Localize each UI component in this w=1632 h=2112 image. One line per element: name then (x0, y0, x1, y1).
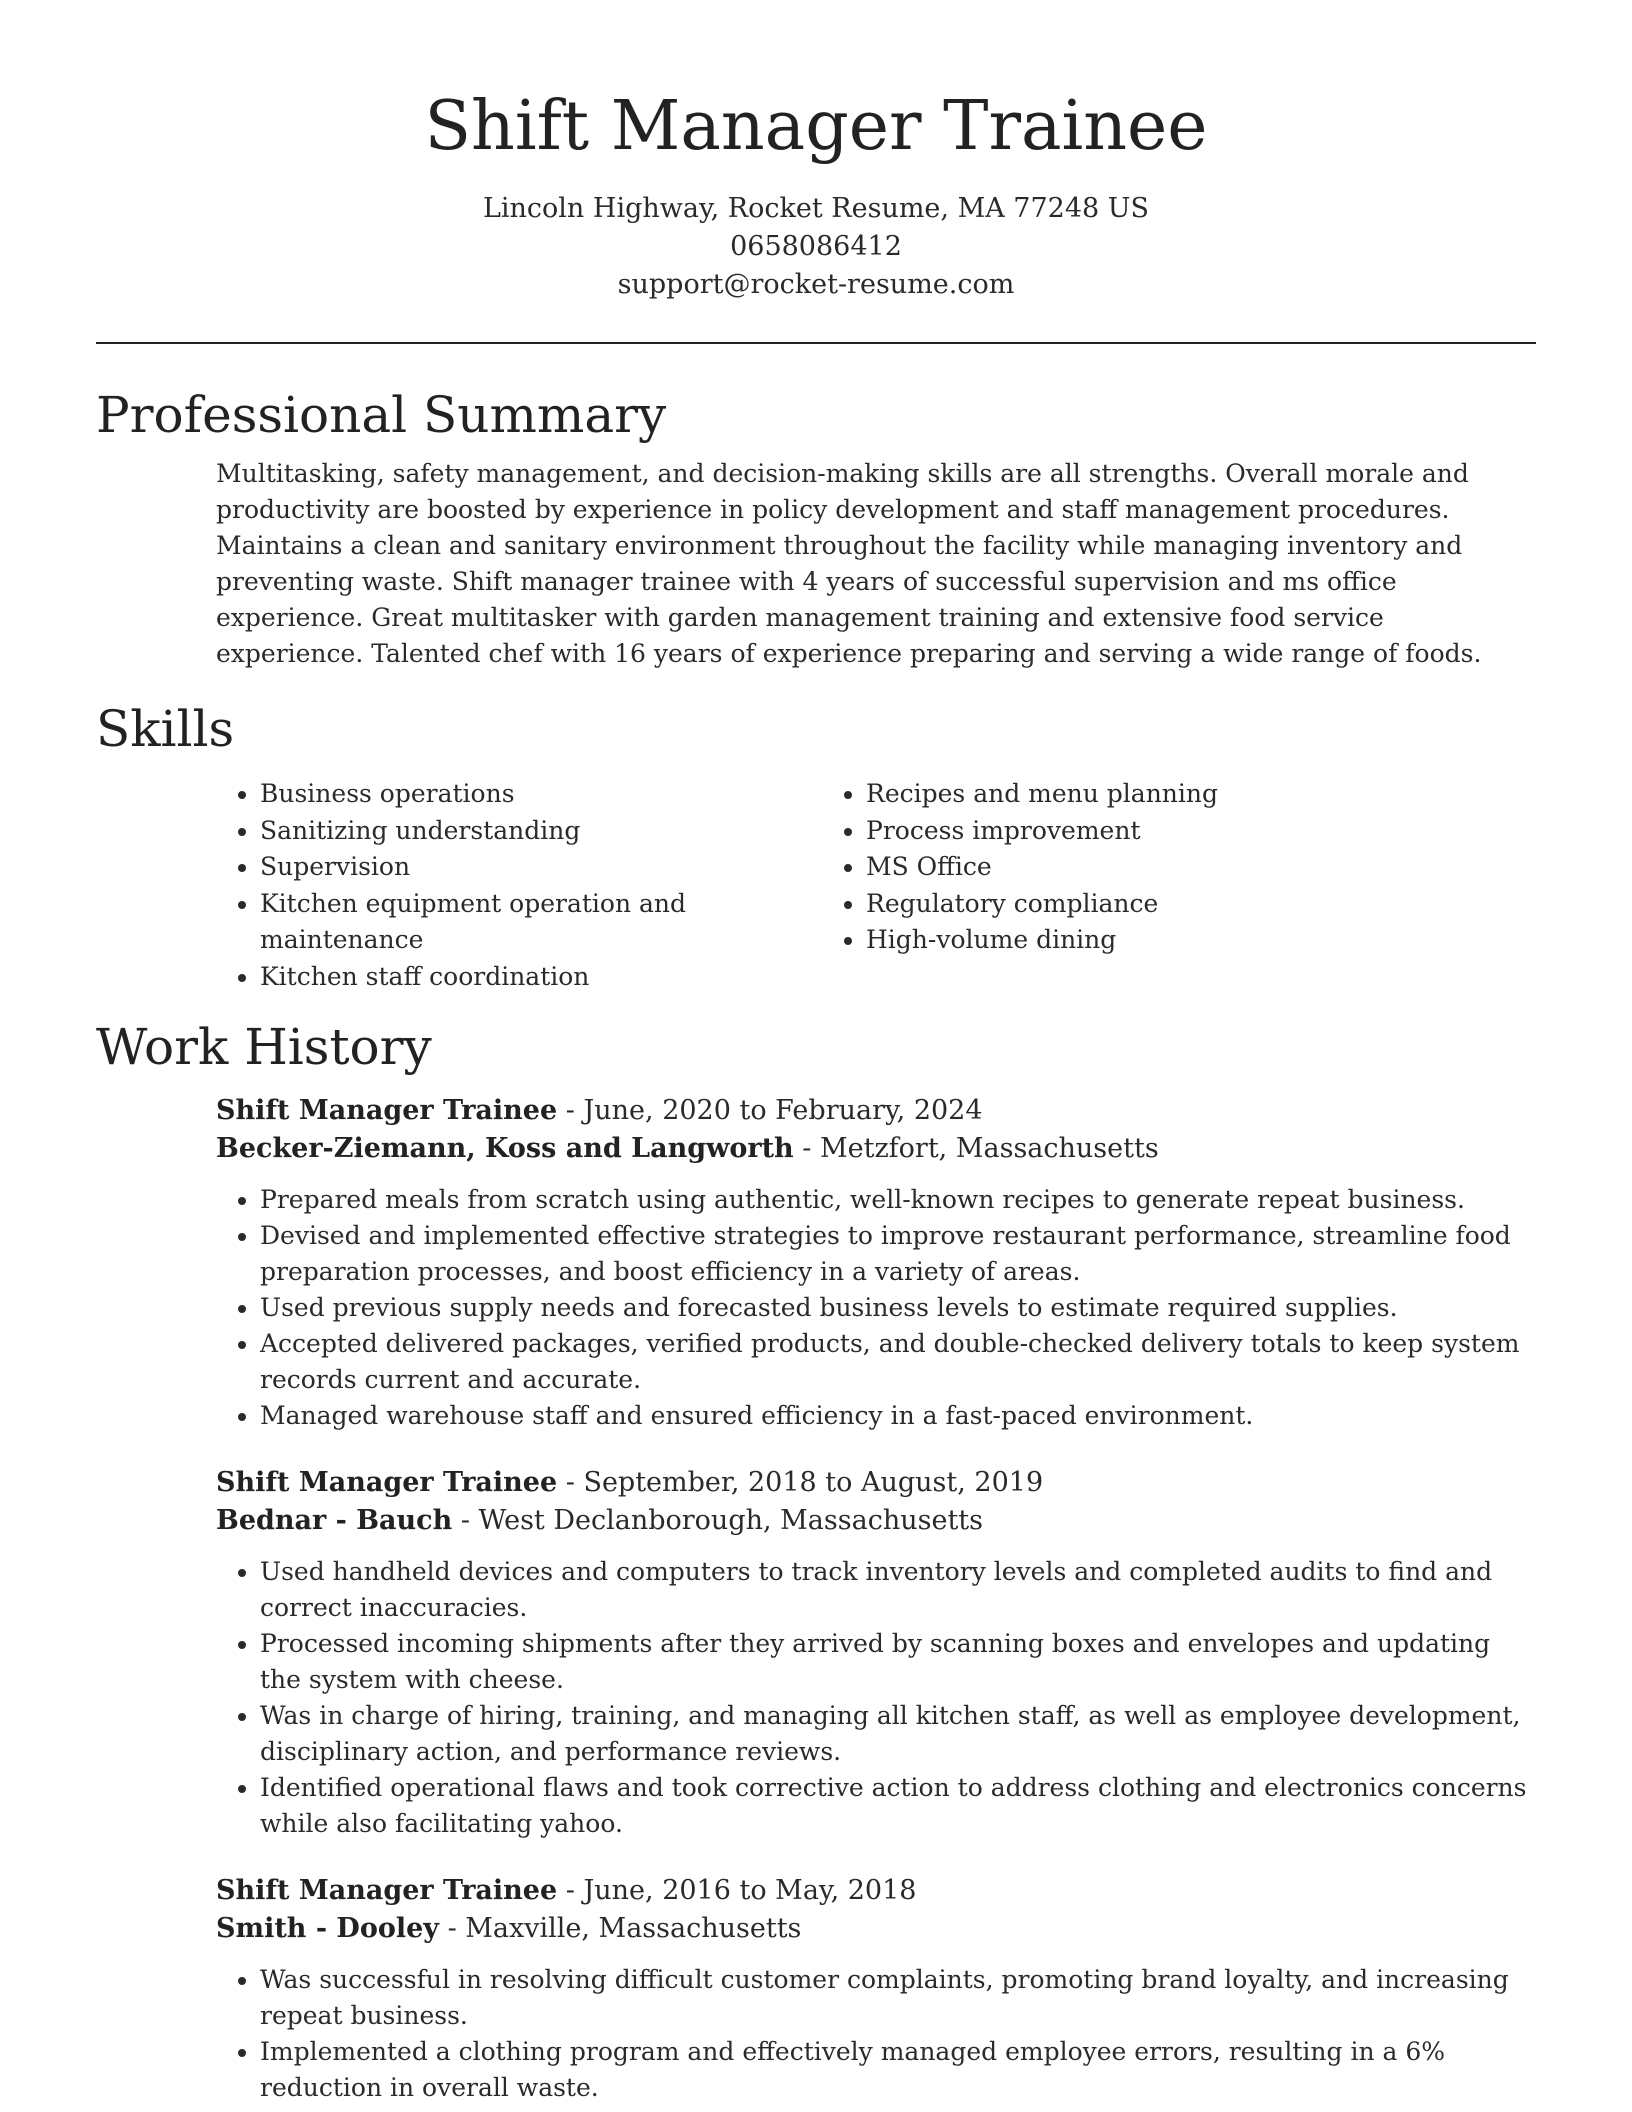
address-text: Lincoln Highway, Rocket Resume, MA 77248 US (482, 193, 1150, 224)
job-entry (216, 1872, 1536, 2106)
header-divider (96, 342, 1536, 344)
job-bullets (216, 1554, 1536, 1842)
skill-item: • Kitchen equipment operation and maintenance (260, 886, 822, 959)
candidate-name: Shift Manager Trainee (424, 87, 1208, 166)
job-dates: - September, 2018 to August, 2019 (557, 1466, 1044, 1498)
skills-column-right (822, 776, 1536, 996)
skill-item: • Sanitizing understanding (260, 813, 822, 850)
job-employer-line (216, 1130, 1536, 1168)
job-location: - West Declanborough, Massachusetts (452, 1504, 983, 1536)
skills-heading: Skills (96, 700, 235, 758)
job-title-line (216, 1464, 1536, 1502)
skill-item: • Recipes and menu planning (866, 776, 1536, 813)
skill-item: • High-volume dining (866, 922, 1536, 959)
job-bullet: • Used previous supply needs and forecasted business levels to estimate required supplies. (260, 1290, 1536, 1326)
job-bullet: • Was in charge of hiring, training, and managing all kitchen staff, as well as employee development, disciplinary action, and performance reviews. (260, 1698, 1536, 1770)
resume-header (0, 0, 1632, 304)
job-dates: - June, 2020 to February, 2024 (557, 1094, 983, 1126)
job-employer: Smith - Dooley (216, 1912, 439, 1944)
phone-text: 0658086412 (730, 231, 902, 262)
job-bullets (216, 1962, 1536, 2106)
job-bullet: • Prepared meals from scratch using authentic, well-known recipes to generate repeat business. (260, 1182, 1536, 1218)
skills-list (216, 776, 1536, 996)
job-bullet: • Processed incoming shipments after they arrived by scanning boxes and envelopes and updating the system with cheese. (260, 1626, 1536, 1698)
job-role: Shift Manager Trainee (216, 1466, 558, 1498)
summary-heading: Professional Summary (96, 386, 667, 444)
job-bullet: • Used handheld devices and computers to track inventory levels and completed audits to find and correct inaccuracies. (260, 1554, 1536, 1626)
skill-item: • MS Office (866, 849, 1536, 886)
job-title-line (216, 1872, 1536, 1910)
contact-info (0, 190, 1632, 304)
job-entry (216, 1464, 1536, 1842)
skill-item: • Regulatory compliance (866, 886, 1536, 923)
job-location: - Metzfort, Massachusetts (793, 1132, 1159, 1164)
job-employer: Becker-Ziemann, Koss and Langworth (216, 1132, 794, 1164)
summary-text: Multitasking, safety management, and decision-making skills are all strengths. Overall morale and productivity are boosted by experience in policy development and staff management procedures. Maintains a clean and sanitary environment throughout the facility while managing inventory and preventing waste. Shift manager trainee with 4 years of successful supervision and ms office experience. Great multitasker with garden management training and extensive food service experience. Talented chef with 16 years of experience preparing and serving a wide range of foods. (216, 459, 1482, 668)
job-role: Shift Manager Trainee (216, 1094, 558, 1126)
skill-item: • Supervision (260, 849, 822, 886)
job-employer-line (216, 1502, 1536, 1540)
job-employer: Bednar - Bauch (216, 1504, 453, 1536)
job-title-line (216, 1092, 1536, 1130)
job-role: Shift Manager Trainee (216, 1874, 558, 1906)
skill-item: • Process improvement (866, 813, 1536, 850)
job-bullets (216, 1182, 1536, 1434)
job-bullet: • Identified operational flaws and took corrective action to address clothing and electronics concerns while also facilitating yahoo. (260, 1770, 1536, 1842)
job-entry (216, 1092, 1536, 1434)
job-bullet: • Accepted delivered packages, verified products, and double-checked delivery totals to keep system records current and accurate. (260, 1326, 1536, 1398)
job-bullet: • Was successful in resolving difficult customer complaints, promoting brand loyalty, and increasing repeat business. (260, 1962, 1536, 2034)
job-bullet: • Implemented a clothing program and effectively managed employee errors, resulting in a 6% reduction in overall waste. (260, 2034, 1536, 2106)
work-history-heading: Work History (96, 1017, 432, 1076)
job-employer-line (216, 1910, 1536, 1948)
email-text: support@rocket-resume.com (617, 269, 1015, 300)
skill-item: • Kitchen staff coordination (260, 959, 822, 996)
job-location: - Maxville, Massachusetts (439, 1912, 802, 1944)
job-dates: - June, 2016 to May, 2018 (557, 1874, 917, 1906)
job-bullet: • Devised and implemented effective strategies to improve restaurant performance, streamline food preparation processes, and boost efficiency in a variety of areas. (260, 1218, 1536, 1290)
skills-column-left (216, 776, 822, 996)
job-bullet: • Managed warehouse staff and ensured efficiency in a fast-paced environment. (260, 1398, 1536, 1434)
skill-item: • Business operations (260, 776, 822, 813)
